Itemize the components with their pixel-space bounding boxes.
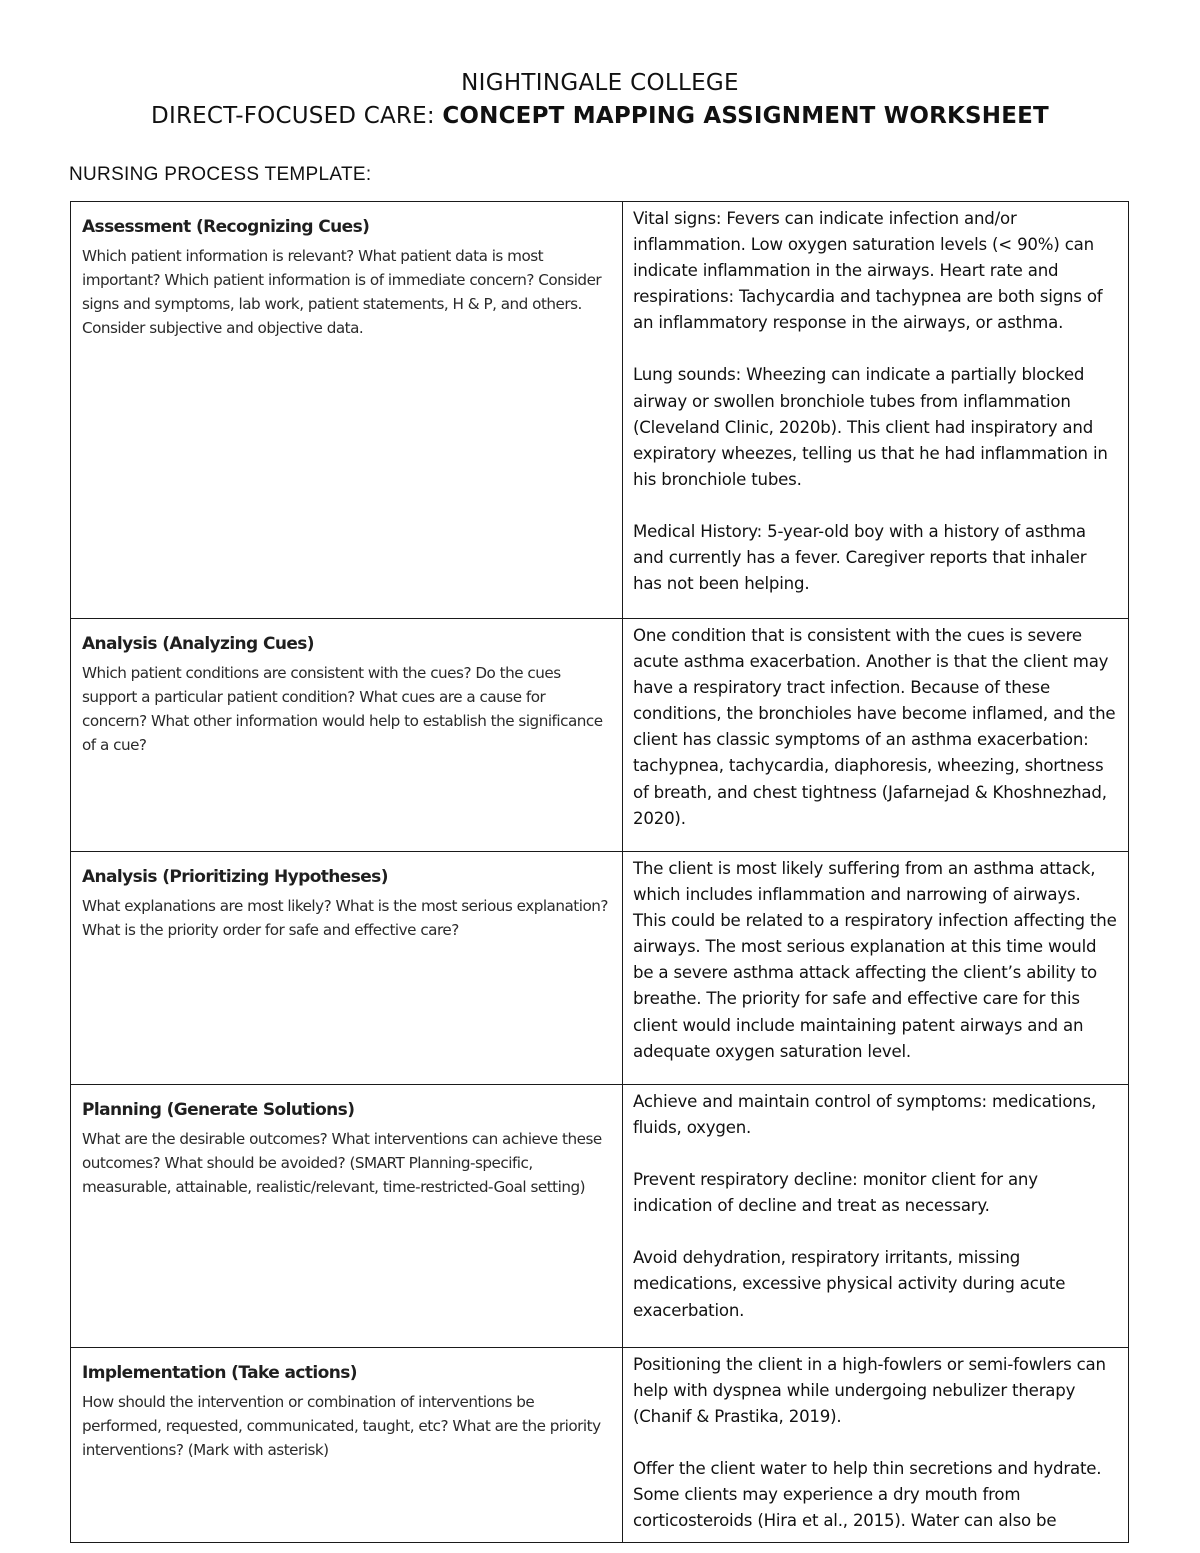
planning-title: Planning (Generate Solutions) (82, 1100, 355, 1120)
prioritizing-hypotheses-title: Analysis (Prioritizing Hypotheses) (82, 867, 388, 887)
implementation-answer-cell[interactable] (623, 1348, 1129, 1543)
assessment-answer-paragraph: Lung sounds: Wheezing can indicate a partially blocked airway or swollen bronchiole tubes from inflammation (Cleveland Clinic, 2020b). This client had inspiratory and expiratory wheezes, telling us that he had inflammation in his bronchiole tubes. (633, 365, 1108, 489)
assessment-answer-paragraph: Vital signs: Fevers can indicate infection and/or inflammation. Low oxygen saturation levels (< 90%) can indicate inflammation in the airways. Heart rate and respirations: Tachycardia and tachypnea are both signs of an inflammatory response in the airways, or asthma. (633, 209, 1103, 333)
assessment-answer-cell[interactable] (623, 202, 1129, 619)
planning-answer-paragraph: Achieve and maintain control of symptoms: medications, fluids, oxygen. (633, 1092, 1097, 1138)
nursing-process-table (70, 201, 1129, 1543)
table-row-implementation (71, 1348, 1129, 1543)
analyzing-cues-answer-cell[interactable] (623, 619, 1129, 852)
implementation-title: Implementation (Take actions) (82, 1363, 357, 1383)
planning-prompt: What are the desirable outcomes? What interventions can achieve these outcomes? What should be avoided? (SMART Planning-specific, measurable, attainable, realistic/relevant, time-restricted-Goal setting) (82, 1130, 602, 1196)
assessment-prompt: Which patient information is relevant? What patient data is most important? Which patient information is of immediate concern? Consider signs and symptoms, lab work, patient statements, H & P, and others. Consider subjective and objective data. (82, 247, 602, 337)
planning-prompt-cell (71, 1085, 623, 1348)
prioritizing-hypotheses-answer-paragraph: The client is most likely suffering from an asthma attack, which includes inflammation and narrowing of airways. This could be related to a respiratory infection affecting the airways. The most serious explanation at this time would be a severe asthma attack affecting the client’s ability to breathe. The priority for safe and effective care for this client would include maintaining patent airways and an adequate oxygen saturation level. (633, 859, 1117, 1061)
table-row-assessment (71, 202, 1129, 619)
prioritizing-hypotheses-prompt-cell (71, 852, 623, 1085)
assessment-title: Assessment (Recognizing Cues) (82, 217, 370, 237)
implementation-prompt: How should the intervention or combination of interventions be performed, requested, communicated, taught, etc? What are the priority interventions? (Mark with asterisk) (82, 1393, 601, 1459)
analyzing-cues-answer-paragraph: One condition that is consistent with the cues is severe acute asthma exacerbation. Another is that the client may have a respiratory tract infection. Because of these conditions, the bronchioles have become inflamed, and the client has classic symptoms of an asthma exacerbation: tachypnea, tachycardia, diaphoresis, wheezing, shortness of breath, and chest tightness (Jafarnejad & Khoshnezhad, 2020). (633, 626, 1116, 828)
implementation-answer-paragraph: Offer the client water to help thin secretions and hydrate. Some clients may experience a dry mouth from corticosteroids (Hira et al., 2015). Water can also be (633, 1459, 1102, 1531)
table-row-planning (71, 1085, 1129, 1348)
table-row-prioritizing-hypotheses (71, 852, 1129, 1085)
implementation-answer-paragraph: Positioning the client in a high-fowlers or semi-fowlers can help with dyspnea while undergoing nebulizer therapy (Chanif & Prastika, 2019). (633, 1355, 1106, 1427)
prioritizing-hypotheses-prompt: What explanations are most likely? What is the most serious explanation? What is the priority order for safe and effective care? (82, 897, 608, 939)
worksheet-title-bold: CONCEPT MAPPING ASSIGNMENT WORKSHEET (442, 103, 1049, 129)
template-label: NURSING PROCESS TEMPLATE: (69, 164, 372, 185)
implementation-prompt-cell (71, 1348, 623, 1543)
planning-answer-paragraph: Avoid dehydration, respiratory irritants, missing medications, excessive physical activity during acute exacerbation. (633, 1248, 1066, 1320)
analyzing-cues-prompt: Which patient conditions are consistent with the cues? Do the cues support a particular patient condition? What cues are a cause for concern? What other information would help to establish the significance of a cue? (82, 664, 603, 754)
worksheet-title-prefix: DIRECT-FOCUSED CARE: (151, 103, 443, 129)
planning-answer-cell[interactable] (623, 1085, 1129, 1348)
prioritizing-hypotheses-answer-cell[interactable] (623, 852, 1129, 1085)
document-header (0, 68, 1200, 134)
worksheet-title (0, 98, 1200, 134)
assessment-prompt-cell (71, 202, 623, 619)
analyzing-cues-prompt-cell (71, 619, 623, 852)
assessment-answer-paragraph: Medical History: 5-year-old boy with a history of asthma and currently has a fever. Caregiver reports that inhaler has not been helping. (633, 521, 1087, 594)
college-name: NIGHTINGALE COLLEGE (461, 70, 739, 96)
table-row-analyzing-cues (71, 619, 1129, 852)
analyzing-cues-title: Analysis (Analyzing Cues) (82, 634, 314, 654)
planning-answer-paragraph: Prevent respiratory decline: monitor client for any indication of decline and treat as necessary. (633, 1170, 1038, 1216)
